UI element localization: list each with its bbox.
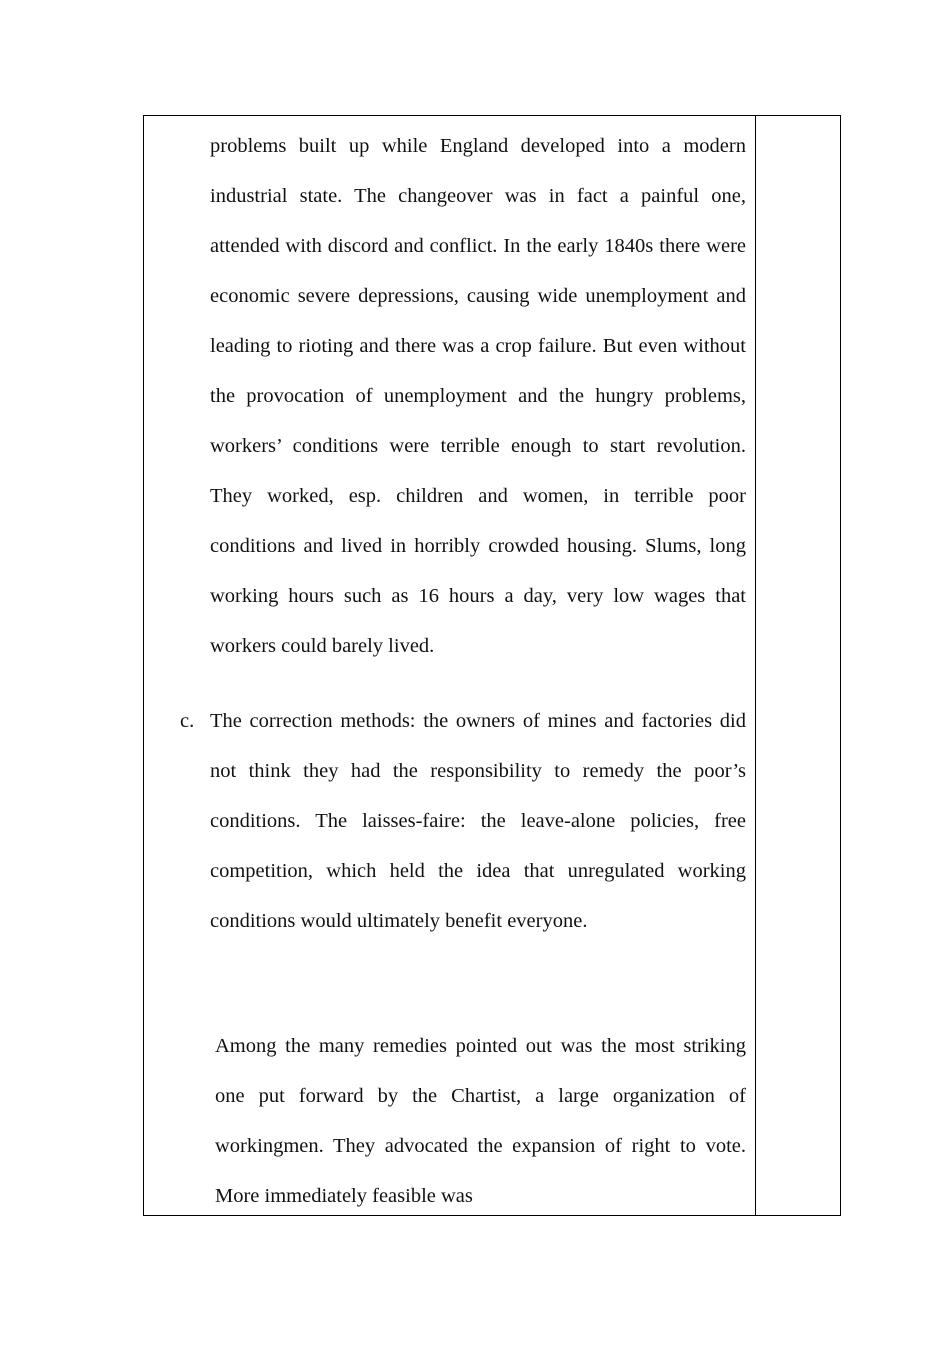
document-table (143, 115, 841, 1216)
list-marker-c: c. (180, 710, 195, 732)
paragraph-chartist-remedies: Among the many remedies pointed out was the most striking one put forward by the Chartist, a large organization of workingmen. They advocated the expansion of right to vote. More immediately feasible was (215, 1035, 746, 1207)
list-item-c (180, 696, 746, 946)
paragraph-workers-conditions: problems built up while England developed into a modern industrial state. The changeover was in fact a painful one, attended with discord and conflict. In the early 1840s there were economic severe depressions, causing wide unemployment and leading to rioting and there was a crop failure. But even without the provocation of unemployment and the hungry problems, workers’ conditions were terrible enough to start revolution. They worked, esp. children and women, in terrible poor conditions and lived in horribly crowded housing. Slums, long working hours such as 16 hours a day, very low wages that workers could barely lived. (210, 135, 746, 657)
list-item-c-text: The correction methods: the owners of mines and factories did not think they had the responsibility to remedy the poor’s conditions. The laisses-faire: the leave-alone policies, free competition, which held the idea that unregulated working conditions would ultimately benefit everyone. (210, 710, 746, 932)
column-divider (755, 116, 756, 1215)
